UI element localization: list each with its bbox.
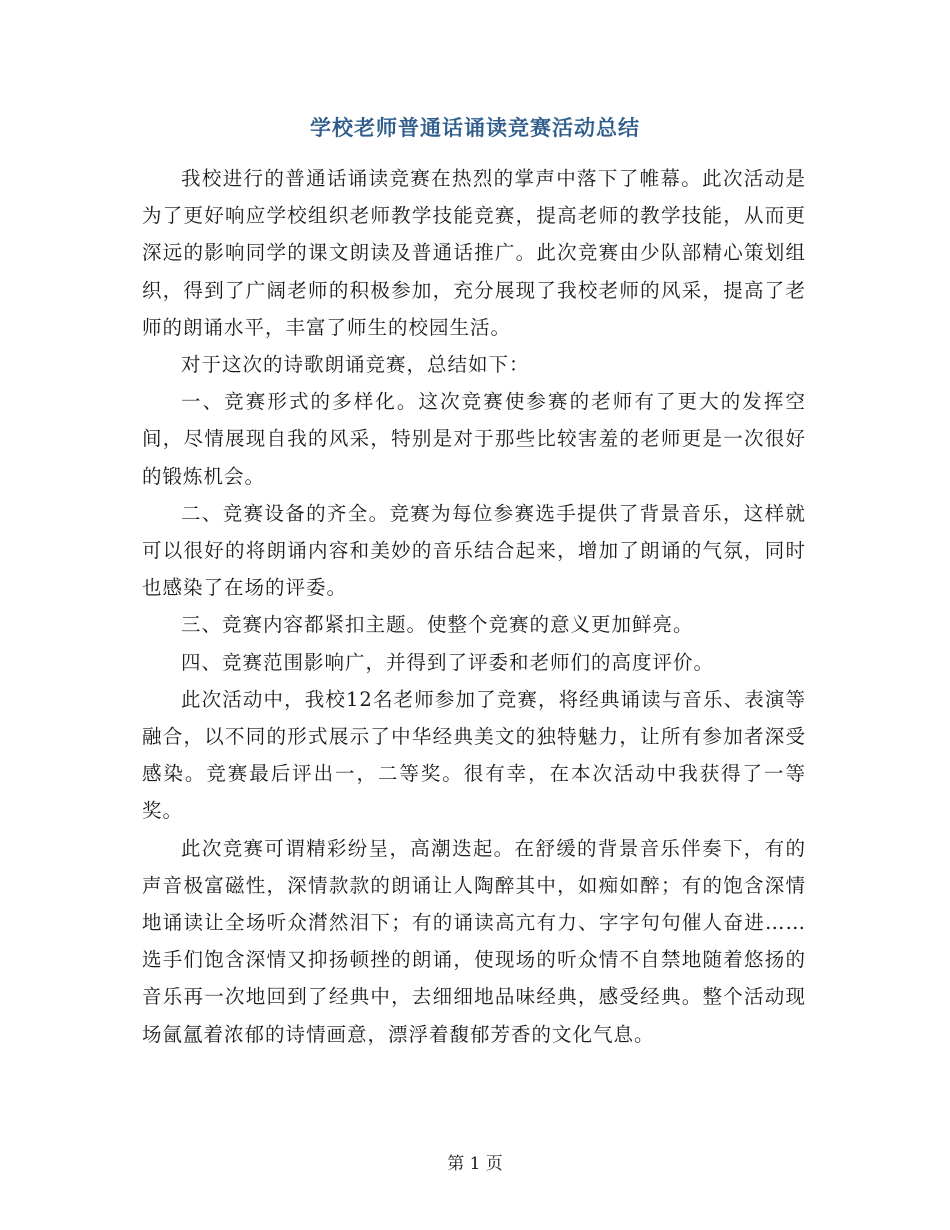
paragraph-point-4: 四、竞赛范围影响广，并得到了评委和老师们的高度评价。 xyxy=(181,650,715,674)
paragraph-activity: 此次活动中，我校12名老师参加了竞赛，将经典诵读与音乐、表演等融合，以不同的形式展示了中华经典美文的独特魅力，让所有参加者深受感染。竞赛最后评出一，二等奖。很有幸，在本次活动中我获得了一等奖。 xyxy=(142,687,806,823)
paragraph-point-1: 一、竞赛形式的多样化。这次竞赛使参赛的老师有了更大的发挥空间，尽情展现自我的风采，特别是对于那些比较害羞的老师更是一次很好的锻炼机会。 xyxy=(142,390,806,488)
page-title: 学校老师普通话诵读竞赛活动总结 xyxy=(310,115,640,140)
paragraph-highlights: 此次竞赛可谓精彩纷呈，高潮迭起。在舒缓的背景音乐伴奏下，有的声音极富磁性，深情款款的朗诵让人陶醉其中，如痴如醉；有的饱含深情地诵读让全场听众潸然泪下；有的诵读高亢有力、字字句句催人奋进……选手们饱含深情又抑扬顿挫的朗诵，使现场的听众情不自禁地随着悠扬的音乐再一次地回到了经典中，去细细地品味经典，感受经典。整个活动现场氤氲着浓郁的诗情画意，漂浮着馥郁芳香的文化气息。 xyxy=(142,836,806,1046)
paragraph-intro: 我校进行的普通话诵读竞赛在热烈的掌声中落下了帷幕。此次活动是为了更好响应学校组织老师教学技能竞赛，提高老师的教学技能，从而更深远的影响同学的课文朗读及普通话推广。此次竞赛由少队部精心策划组织，得到了广阔老师的积极参加，充分展现了我校老师的风采，提高了老师的朗诵水平，丰富了师生的校园生活。 xyxy=(142,167,806,339)
paragraph-summary-lead: 对于这次的诗歌朗诵竞赛，总结如下： xyxy=(181,353,530,377)
document-body xyxy=(142,160,806,1053)
page-number: 第 1 页 xyxy=(447,1154,503,1174)
paragraph-point-3: 三、竞赛内容都紧扣主题。使整个竞赛的意义更加鲜亮。 xyxy=(181,613,694,637)
paragraph-point-2: 二、竞赛设备的齐全。竞赛为每位参赛选手提供了背景音乐，这样就可以很好的将朗诵内容和美妙的音乐结合起来，增加了朗诵的气氛，同时也感染了在场的评委。 xyxy=(142,501,806,600)
